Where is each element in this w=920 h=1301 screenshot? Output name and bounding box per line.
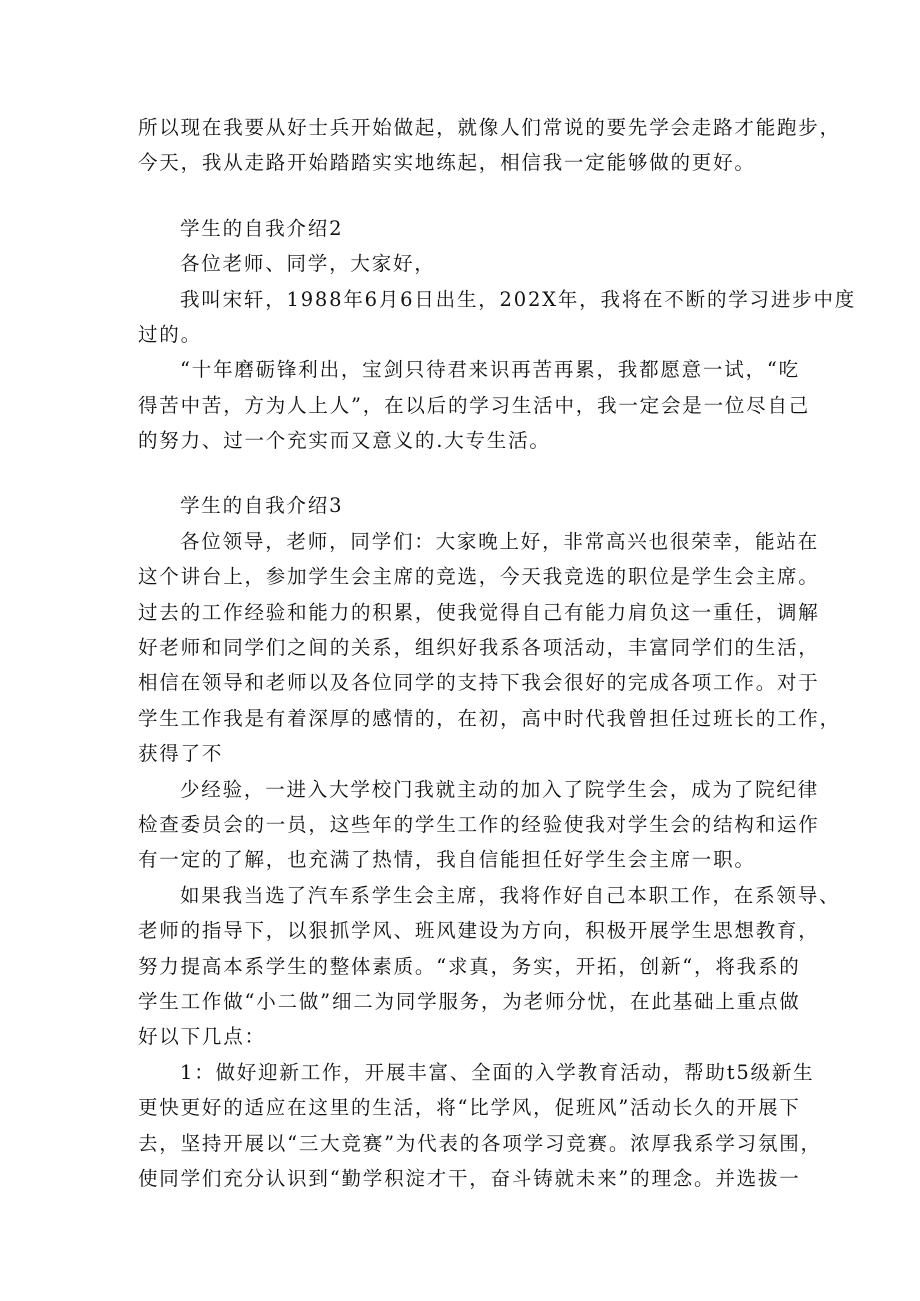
section-heading: 学生的自我介绍2 — [180, 217, 344, 240]
text-line: 学生工作我是有着深厚的感情的，在初，高中时代我曾担任过班长的工作， — [138, 707, 841, 730]
text-line: 学生工作做“小二做”细二为同学服务，为老师分忧，在此基础上重点做 — [138, 990, 801, 1013]
text-line: 各位领导，老师，同学们：大家晚上好，非常高兴也很荣幸，能站在 — [180, 530, 820, 553]
text-line: 好以下几点： — [138, 1025, 266, 1048]
text-line: 使同学们充分认识到“勤学积淀才干，奋斗铸就未来”的理念。并选拔一 — [138, 1167, 801, 1190]
text-line: 更快更好的适应在这里的生活，将“比学风，促班风”活动长久的开展下 — [138, 1096, 801, 1119]
text-line: 今天，我从走路开始踏踏实实地练起，相信我一定能够做的更好。 — [138, 151, 756, 174]
text-line: “十年磨砺锋利出，宝剑只待君来识再苦再累，我都愿意一试，“吃 — [180, 358, 800, 381]
text-line: 努力提高本系学生的整体素质。“求真，务实，开拓，创新“，将我系的 — [138, 955, 801, 978]
text-line: 少经验，一进入大学校门我就主动的加入了院学生会，成为了院纪律 — [180, 778, 820, 801]
text-line: 得苦中苦，方为人上人”，在以后的学习生活中，我一定会是一位尽自己 — [138, 394, 811, 417]
text-line: 如果我当选了汽车系学生会主席，我将作好自己本职工作，在系领导、 — [180, 884, 841, 907]
text-line: 过的。 — [138, 323, 202, 346]
text-line: 有一定的了解，也充满了热情，我自信能担任好学生会主席一职。 — [138, 848, 756, 871]
text-line: 去，坚持开展以“三大竞赛”为代表的各项学习竞赛。浓厚我系学习氛围， — [138, 1132, 822, 1155]
text-line: 我叫宋轩，1988年6月6日出生，202X年，我将在不断的学习进步中度 — [180, 288, 857, 311]
text-line: 的努力、过一个充实而又意义的.大专生活。 — [138, 429, 551, 452]
text-line: 检查委员会的一员，这些年的学生工作的经验使我对学生会的结构和运作 — [138, 813, 820, 836]
text-line: 相信在领导和老师以及各位同学的支持下我会很好的完成各项工作。对于 — [138, 671, 820, 694]
text-line: 这个讲台上，参加学生会主席的竞选，今天我竞选的职位是学生会主席。 — [138, 565, 820, 588]
text-line: 好老师和同学们之间的关系，组织好我系各项活动，丰富同学们的生活， — [138, 636, 820, 659]
text-line: 老师的指导下，以狠抓学风、班风建设为方向，积极开展学生思想教育， — [138, 919, 820, 942]
text-line: 所以现在我要从好士兵开始做起，就像人们常说的要先学会走路才能跑步， — [138, 116, 841, 139]
text-line: 各位老师、同学，大家好， — [180, 252, 436, 275]
text-line: 获得了不 — [138, 742, 224, 765]
text-line: 过去的工作经验和能力的积累，使我觉得自己有能力肩负这一重任，调解 — [138, 601, 820, 624]
text-line: 1：做好迎新工作，开展丰富、全面的入学教育活动，帮助t5级新生 — [180, 1061, 815, 1084]
section-heading: 学生的自我介绍3 — [180, 494, 344, 517]
